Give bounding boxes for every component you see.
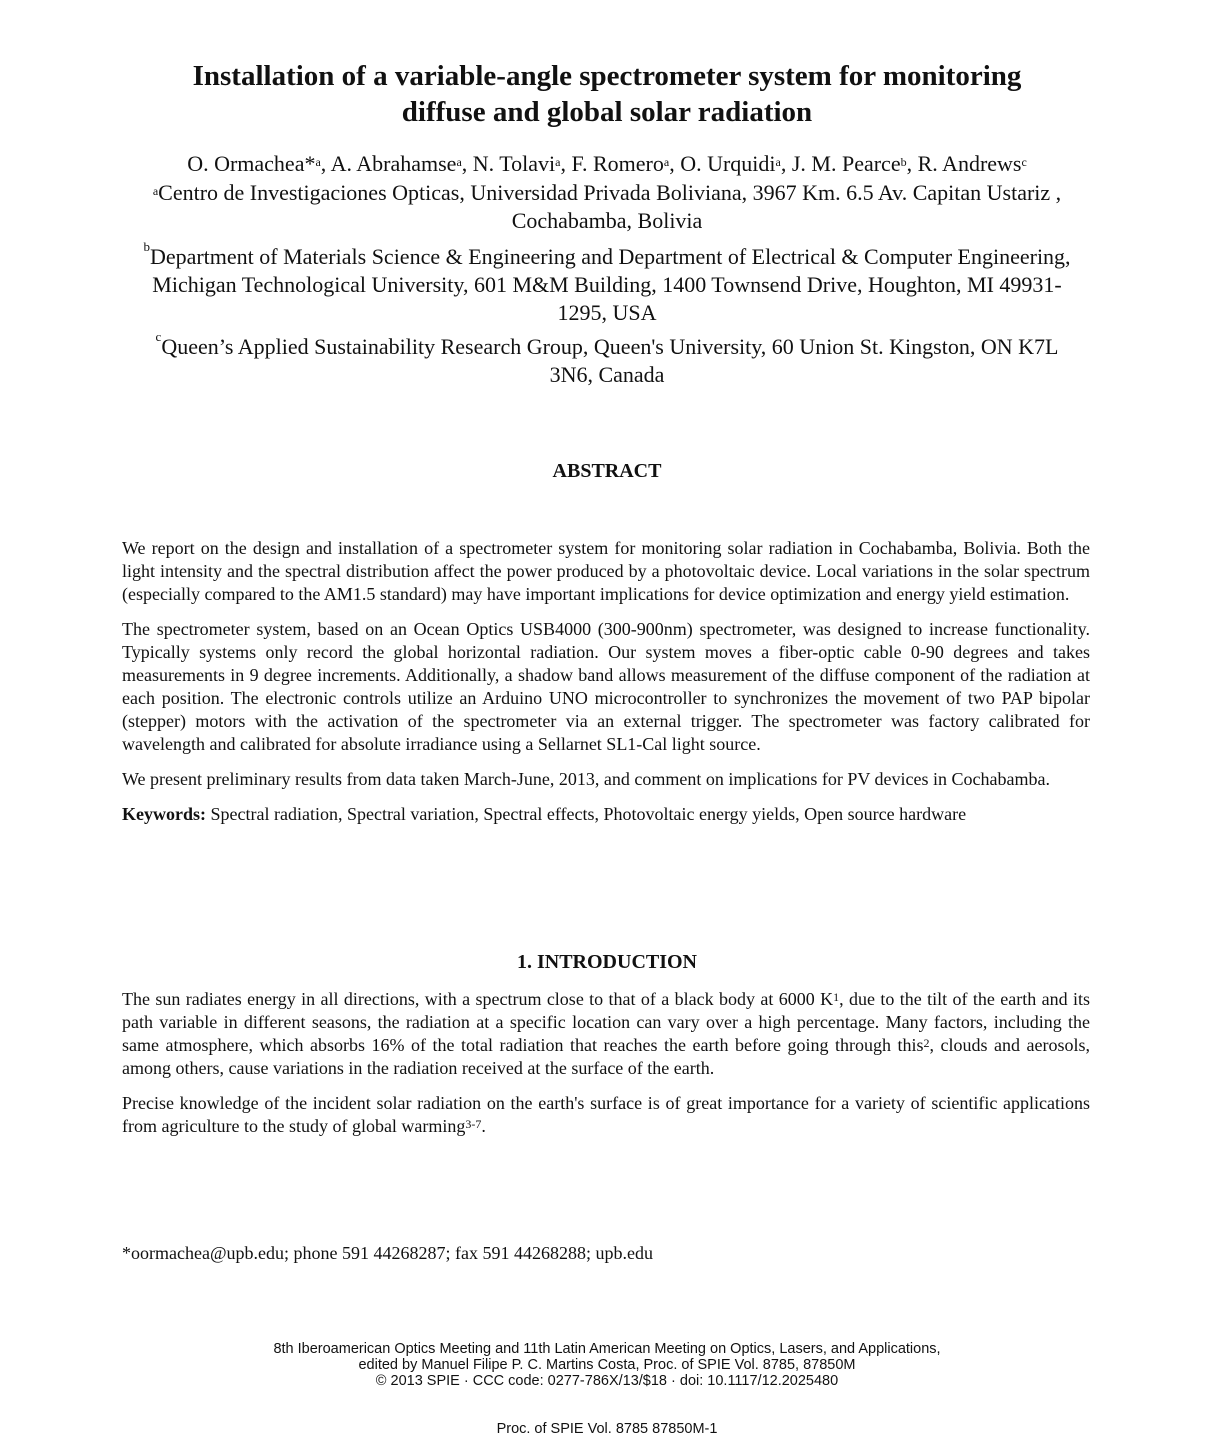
introduction-paragraph: The sun radiates energy in all directions, with a spectrum close to that of a black body at 6000 $K^1$, due to the tilt of the earth and its path variable in different seasons, the radiation at a specific location can vary over a high percentage. Many factors, including the same atmosphere, which absorbs 16% of the total radiation that reaches the earth before going through this$^2$, clouds and aerosols, among others, cause variations in the radiation received at the surface of the earth.: [122, 989, 1091, 1078]
abstract-heading: ABSTRACT: [552, 460, 662, 482]
footnote: *oormachea@upb.edu; phone 591 44268287; fax 591 44268288; upb.edu: [122, 1243, 653, 1263]
footer-line: © 2013 SPIE · CCC code: 0277-786X/13/$18 · doi: 10.1117/12.2025480: [375, 1373, 839, 1389]
footer-line: edited by Manuel Filipe P. C. Martins Costa, Proc. of SPIE Vol. 8785, 87850M: [358, 1357, 856, 1373]
author: O. Ormachea*$^a$,: [187, 151, 331, 176]
introduction-heading: 1. INTRODUCTION: [516, 951, 698, 973]
author-list: [60, 150, 1154, 178]
author: N. Tolavi$^a$,: [472, 151, 572, 176]
author: F. Romero$^a$,: [571, 151, 681, 176]
author: A. Abrahamse$^a$,: [330, 151, 473, 176]
keywords: Keywords: Spectral radiation, Spectral variation, Spectral effects, Photovoltaic energy yields, Open source hardware: [122, 804, 967, 824]
abstract-paragraph: We report on the design and installation of a spectrometer system for monitoring solar radiation in Cochabamba, Bolivia. Both the light intensity and the spectral distribution affect the power produced by a photovoltaic device. Local variations in the solar spectrum (especially compared to the AM1.5 standard) may have important implications for device optimization and energy yield estimation.: [122, 538, 1090, 604]
author: O. Urquidi$^a$,: [680, 151, 792, 176]
introduction-paragraph: Precise knowledge of the incident solar radiation on the earth's surface is of great importance for a variety of scientific applications from agriculture to the study of global warming$^{3-7}$.: [122, 1093, 1090, 1136]
affiliation-a: $^a$Centro de Investigaciones Opticas, Universidad Privada Boliviana, 3967 Km. 6.5 Av. Capitan Ustariz , Cochabamba, Bolivia: [152, 180, 1062, 233]
title-line: Installation of a variable-angle spectrometer system for monitoring: [192, 60, 1022, 92]
footer-line: 8th Iberoamerican Optics Meeting and 11th Latin American Meeting on Optics, Lasers, and Applications,: [273, 1341, 941, 1357]
affiliation-c: $^c$Queen’s Applied Sustainability Research Group, Queen's University, 60 Union St. Kingston, ON K7L 3N6, Canada: [155, 329, 1059, 387]
page-number: Proc. of SPIE Vol. 8785 87850M-1: [496, 1421, 718, 1437]
paper-title: [100, 58, 1114, 130]
abstract-paragraph: We present preliminary results from data taken March-June, 2013, and comment on implications for PV devices in Cochabamba.: [122, 769, 1050, 789]
introduction-body: [122, 988, 1090, 1150]
author: J. M. Pearce$^b$,: [791, 151, 918, 176]
abstract-body: [122, 537, 1090, 838]
affiliation-b: $^b$Department of Materials Science & Engineering and Department of Electrical & Computer Engineering, Michigan Technological University, 601 M&M Building, 1400 Townsend Drive, Houghton, MI 49931-1295, USA: [143, 239, 1071, 325]
author: R. Andrews$^c$: [917, 151, 1027, 176]
abstract-paragraph: The spectrometer system, based on an Ocean Optics USB4000 (300-900nm) spectrometer, was designed to increase functionality. Typically systems only record the global horizontal radiation. Our system moves a fiber-optic cable 0-90 degrees and takes measurements in 9 degree increments. Additionally, a shadow band allows measurement of the diffuse component of the radiation at each position. The electronic controls utilize an Arduino UNO microcontroller to synchronizes the movement of two PAP bipolar (stepper) motors with the activation of the spectrometer via an external trigger. The spectrometer was factory calibrated for wavelength and calibrated for absolute irradiance using a Sellarnet SL1-Cal light source.: [122, 619, 1090, 754]
publication-info: [0, 1341, 1214, 1389]
title-line: diffuse and global solar radiation: [401, 96, 813, 128]
